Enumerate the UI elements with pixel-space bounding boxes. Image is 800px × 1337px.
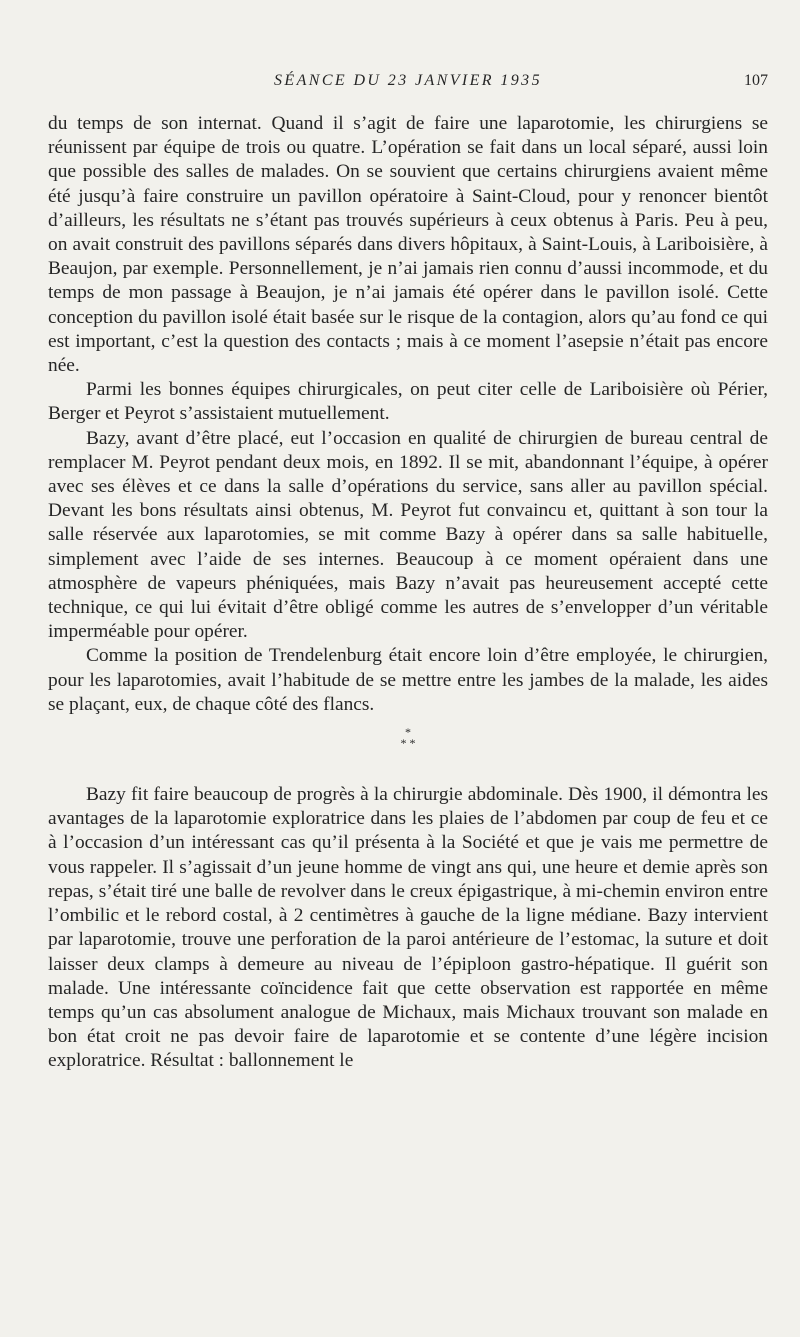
paragraph: Parmi les bonnes équipes chirurgicales, on peut citer celle de Lariboisière où Périer, Berger et Peyrot s’assistaient mutuellement. bbox=[48, 379, 768, 425]
running-head: SÉANCE DU 23 JANVIER 1935 bbox=[274, 72, 542, 89]
body-text bbox=[48, 112, 768, 1074]
page-number: 107 bbox=[744, 72, 768, 89]
paragraph: Bazy fit faire beaucoup de progrès à la chirurgie abdominale. Dès 1900, il démontra les avantages de la laparotomie exploratrice dans les plaies de l’abdomen par coup de feu et ce à l’occasion d’un intéressant cas qu’il présenta à la Société et que je vais me permettre de vous rappeler. Il s’agissait d’un jeune homme de vingt ans qui, une heure et demie après son repas, s’était tiré une balle de revolver dans le creux épigastrique, à mi-chemin environ entre l’ombilic et le rebord costal, à 2 centimètres à gauche de la ligne médiane. Bazy intervient par laparotomie, trouve une perforation de la paroi antérieure de l’estomac, la suture et doit laisser deux clamps à demeure au niveau de l’épiploon gastro-hépatique. Il guérit son malade. Une intéressante coïncidence fait que cette observation est rapportée en même temps qu’un cas absolument analogue de Michaux, mais Michaux trouvant son malade en bon état croit ne pas devoir faire de laparotomie et se contente d’une légère incision exploratrice. Résultat : ballonnement le bbox=[48, 784, 768, 1072]
separator-star-top: * bbox=[405, 725, 411, 740]
section-separator bbox=[48, 727, 768, 753]
page-header bbox=[48, 72, 768, 98]
paragraph: du temps de son internat. Quand il s’agit de faire une laparotomie, les chirurgiens se réunissent par équipe de trois ou quatre. L’opération se fait dans un local séparé, aussi loin que possible des salles de malades. On se souvient que certains chirurgiens avaient même été jusqu’à faire construire un pavillon opératoire à Saint-Cloud, pour y renoncer bientôt d’ailleurs, les résultats ne s’étant pas trouvés supérieurs à ceux obtenus à Paris. Peu à peu, on avait construit des pavillons séparés dans divers hôpitaux, à Saint-Louis, à Lariboisière, à Beaujon, par exemple. Personnellement, je n’ai jamais rien connu d’aussi incommode, et du temps de mon passage à Beaujon, je n’ai jamais été opérer dans le pavillon isolé. Cette conception du pavillon isolé était basée sur le risque de la contagion, alors qu’au fond ce qui est important, c’est la question des contacts ; mais à ce moment l’asepsie n’était pas encore née. bbox=[48, 113, 768, 377]
paragraph: Bazy, avant d’être placé, eut l’occasion en qualité de chirurgien de bureau central de remplacer M. Peyrot pendant deux mois, en 1892. Il se mit, abandonnant l’équipe, à opérer avec ses élèves et ce dans la salle d’opérations du service, sans aller au pavillon spécial. Devant les bons résultats ainsi obtenus, M. Peyrot fut convaincu et, quittant à son tour la salle réservée aux laparotomies, se mit comme Bazy à opérer dans sa salle habituelle, simplement avec l’aide de ses internes. Beaucoup à ce moment opéraient dans une atmosphère de vapeurs phéniquées, mais Bazy n’avait pas heureusement accepté cette technique, ce qui lui évitait d’être obligé comme les autres de s’envelopper d’un véritable imperméable pour opérer. bbox=[48, 427, 768, 643]
paragraph: Comme la position de Trendelenburg était encore loin d’être employée, le chirurgien, pour les laparotomies, avait l’habitude de se mettre entre les jambes de la malade, les aides se plaçant, eux, de chaque côté des flancs. bbox=[48, 645, 768, 715]
separator-stars-bottom: * * bbox=[400, 736, 416, 751]
